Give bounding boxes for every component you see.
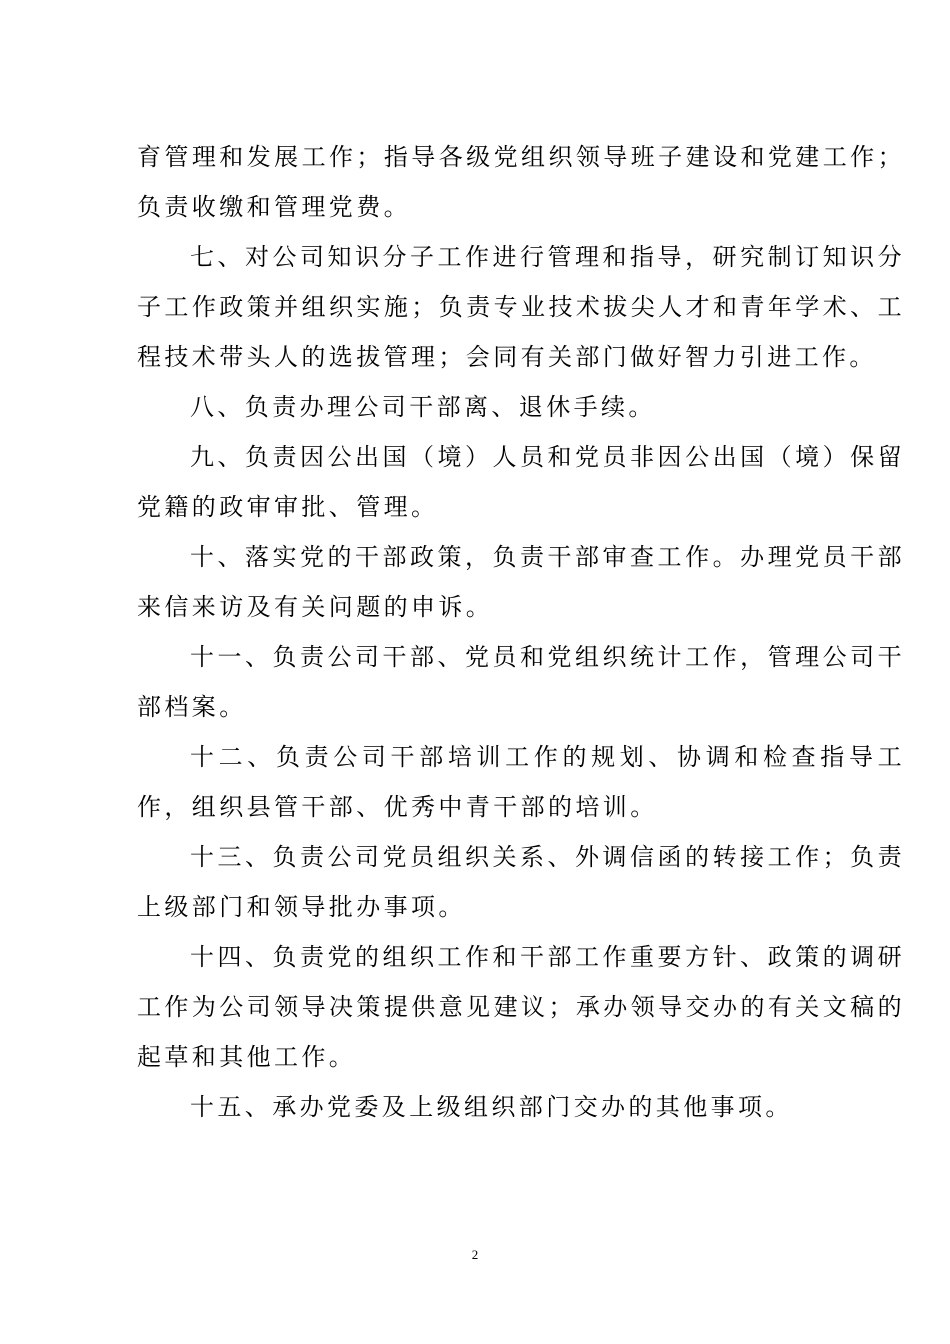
- paragraph-item-13: 十三、负责公司党员组织关系、外调信函的转接工作；负责上级部门和领导批办事项。: [137, 843, 905, 921]
- body-text: [137, 132, 905, 1132]
- paragraph-continuation: 育管理和发展工作；指导各级党组织领导班子建设和党建工作；负责收缴和管理党费。: [137, 143, 905, 221]
- paragraph-item-14: 十四、负责党的组织工作和干部工作重要方针、政策的调研工作为公司领导决策提供意见建议；承办领导交办的有关文稿的起草和其他工作。: [137, 943, 905, 1071]
- page-number: 2: [471, 1247, 479, 1262]
- paragraph-item-8: 八、负责办理公司干部离、退休手续。: [190, 393, 656, 421]
- paragraph-item-7: 七、对公司知识分子工作进行管理和指导，研究制订知识分子工作政策并组织实施；负责专业技术拔尖人才和青年学术、工程技术带头人的选拔管理；会同有关部门做好智力引进工作。: [137, 243, 905, 371]
- paragraph-item-15: 十五、承办党委及上级组织部门交办的其他事项。: [190, 1093, 793, 1121]
- paragraph-item-11: 十一、负责公司干部、党员和党组织统计工作，管理公司干部档案。: [137, 643, 905, 721]
- paragraph-item-12: 十二、负责公司干部培训工作的规划、协调和检查指导工作，组织县管干部、优秀中青干部的培训。: [137, 743, 905, 821]
- paragraph-item-10: 十、落实党的干部政策，负责干部审查工作。办理党员干部来信来访及有关问题的申诉。: [137, 543, 905, 621]
- paragraph-item-9: 九、负责因公出国（境）人员和党员非因公出国（境）保留党籍的政审审批、管理。: [137, 443, 905, 521]
